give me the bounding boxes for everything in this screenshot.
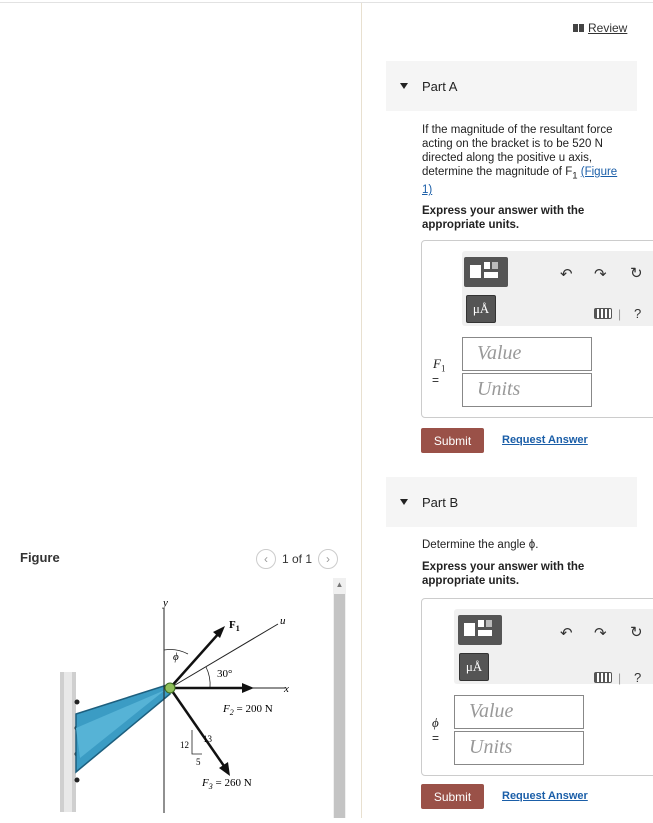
part-b-title: Part B — [422, 494, 459, 510]
undo-icon[interactable]: ↶ — [560, 625, 573, 642]
bolt — [75, 700, 80, 705]
chevron-right-icon: › — [326, 552, 331, 566]
part-a-units-input[interactable]: Units — [462, 373, 592, 407]
wall-highlight — [64, 672, 72, 812]
book-icon — [573, 24, 584, 32]
part-a-value-input[interactable]: Value — [462, 337, 592, 371]
y-axis-label: y — [163, 597, 168, 609]
part-a-request-answer[interactable]: Request Answer — [502, 434, 588, 446]
part-b-value-input[interactable]: Value — [454, 695, 584, 729]
part-a-title: Part A — [422, 78, 458, 94]
templates-button[interactable] — [458, 615, 502, 645]
math-toolbar — [454, 609, 653, 684]
reset-icon[interactable]: ↻ — [630, 265, 643, 282]
part-b-answer-box — [421, 598, 653, 776]
math-toolbar — [462, 251, 653, 326]
caret-down-icon — [400, 499, 408, 505]
figure-scrollbar[interactable] — [333, 578, 346, 818]
equals-sign: = — [432, 373, 440, 387]
f3-arrowhead — [219, 762, 230, 776]
keyboard-icon[interactable] — [594, 672, 612, 683]
scroll-thumb[interactable] — [334, 594, 345, 818]
part-a-question: If the magnitude of the resultant force acting on the bracket is to be 520 N directed along the positive u axis, determine the magnitude of $F_1$ (Figure 1) — [422, 124, 618, 197]
part-b-units-input[interactable]: Units — [454, 731, 584, 765]
phi-label: ϕ — [173, 651, 179, 663]
help-button[interactable]: ? — [634, 670, 642, 685]
caret-down-icon — [400, 83, 408, 89]
panel-divider — [361, 3, 362, 818]
f1-variable-label: $F_1$ — [433, 356, 446, 374]
f2-arrowhead — [242, 683, 254, 693]
redo-icon[interactable]: ↷ — [594, 266, 607, 283]
chevron-left-icon: ‹ — [264, 552, 268, 566]
part-a-answer-box — [421, 240, 653, 418]
part-a-header[interactable] — [386, 61, 637, 111]
undo-icon[interactable]: ↶ — [560, 266, 573, 283]
bolt — [75, 778, 80, 783]
phi-variable-label: ϕ — [432, 715, 439, 730]
part-a-submit-button[interactable]: Submit — [421, 428, 484, 453]
help-button[interactable]: ? — [634, 306, 642, 321]
toolbar-separator: | — [618, 671, 622, 685]
prev-figure-button[interactable] — [256, 549, 276, 569]
part-b-instruction: Express your answer with the appropriate units. — [422, 561, 585, 587]
units-button[interactable]: μÅ — [466, 295, 496, 323]
part-b-header[interactable] — [386, 477, 637, 527]
equals-sign: = — [432, 731, 440, 745]
figure-image — [20, 578, 332, 818]
redo-icon[interactable]: ↷ — [594, 625, 607, 642]
part-b-question: Determine the angle ϕ. — [422, 539, 539, 551]
figure-link-2[interactable]: 1) — [422, 184, 433, 197]
bracket-force-diagram — [20, 578, 332, 818]
next-figure-button[interactable] — [318, 549, 338, 569]
figure-navigation — [256, 549, 338, 569]
slope-5: 5 — [196, 757, 201, 767]
figure-count: 1 of 1 — [282, 552, 313, 566]
units-button[interactable]: μÅ — [459, 653, 489, 681]
part-b-submit-button[interactable]: Submit — [421, 784, 484, 809]
f2-label: $F_2 = 200$ N — [223, 703, 273, 717]
angle-arc — [206, 667, 210, 688]
toolbar-separator: | — [618, 307, 622, 321]
angle-label: 30° — [217, 668, 233, 680]
part-b-request-answer[interactable]: Request Answer — [502, 790, 588, 802]
part-a-instruction: Express your answer with the appropriate units. — [422, 205, 585, 231]
figure-link[interactable]: (Figure — [580, 166, 618, 178]
f1-label: $F_1$ — [229, 619, 240, 633]
figure-title: Figure — [20, 550, 60, 565]
f3-label: $F_3 = 260$ N — [202, 777, 252, 791]
x-axis-label: x — [284, 683, 289, 695]
slope-13: 13 — [203, 734, 212, 744]
review-link[interactable] — [573, 21, 627, 35]
reset-icon[interactable]: ↻ — [630, 624, 643, 641]
review-label: Review — [588, 21, 628, 35]
keyboard-icon[interactable] — [594, 308, 612, 319]
top-border — [0, 2, 653, 3]
u-axis-label: u — [280, 615, 286, 627]
slope-12: 12 — [180, 740, 189, 750]
scroll-up-icon[interactable]: ▲ — [335, 580, 344, 589]
templates-button[interactable] — [464, 257, 508, 287]
pin — [165, 683, 175, 693]
